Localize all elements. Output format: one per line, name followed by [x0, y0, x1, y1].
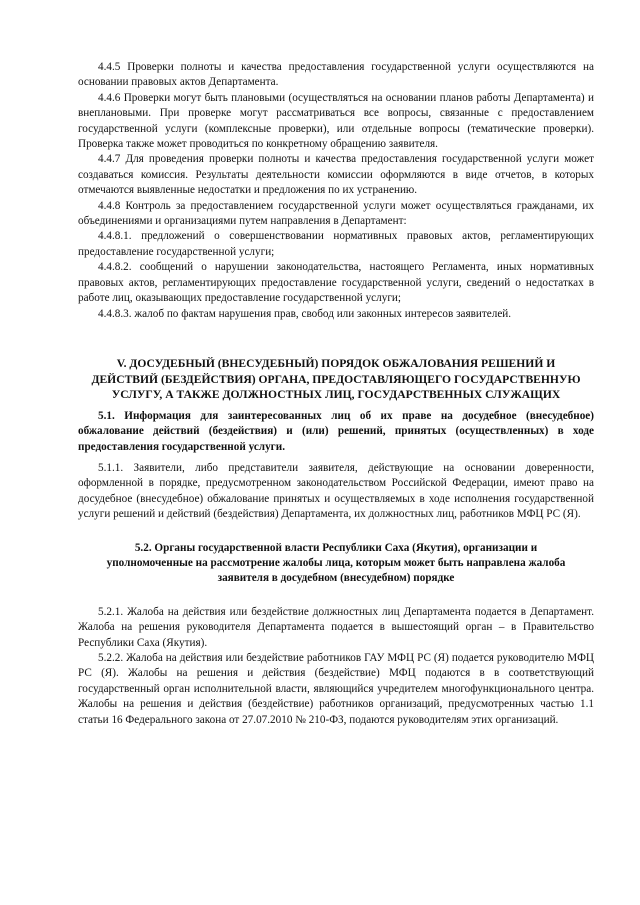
paragraph-5-1-1: 5.1.1. Заявители, либо представители заявителя, действующие на основании доверенности, оформленной в порядке, предусмотренном законодательством Российской Федерации, имеют право на досудебное (внесудебное) обжалование принятых и осуществляемых в ходе исполнения государственной услуги решений и действий (бездействия) Департамента, их должностных лиц, работников МФЦ РС (Я). — [78, 461, 594, 521]
section-title: V. ДОСУДЕБНЫЙ (ВНЕСУДЕБНЫЙ) ПОРЯДОК ОБЖАЛОВАНИЯ РЕШЕНИЙ И ДЕЙСТВИЙ (БЕЗДЕЙСТВИЯ) ОРГАНА, ПРЕДОСТАВЛЯЮЩЕГО ГОСУДАРСТВЕННУЮ УСЛУГУ, А ТАКЖЕ ДОЛЖНОСТНЫХ ЛИЦ, ГОСУДАРСТВЕННЫХ СЛУЖАЩИХ — [91, 356, 581, 402]
paragraph-4-4-8-3: 4.4.8.3. жалоб по фактам нарушения прав, свобод или законных интересов заявителей. — [98, 307, 512, 320]
spacer — [78, 322, 594, 356]
subsection-5-2-title: 5.2. Органы государственной власти Республики Саха (Якутия), организации и уполномоченные на рассмотрение жалобы лица, которым может быть направлена жалоба заявителя в досудебном (внесудебном) порядке — [106, 541, 566, 585]
paragraph-4-4-6: 4.4.6 Проверки могут быть плановыми (осуществляться на основании планов работы Департамента) и внеплановыми. При проверке могут рассматриваться все вопросы, связанные с предоставлением государственной услуги (комплексные проверки), или отдельные вопросы (тематические проверки). Проверка также может проводиться по конкретному обращению заявителя. — [78, 91, 594, 151]
paragraph-5-2-1: 5.2.1. Жалоба на действия или бездействие должностных лиц Департамента подается в Департамент. Жалоба на решения руководителя Департамента подается в вышестоящий орган – в Правительство Республики Саха (Якутия). — [78, 605, 594, 649]
spacer — [78, 523, 594, 541]
paragraph-4-4-7: 4.4.7 Для проведения проверки полноты и качества предоставления государственной услуги может создаваться комиссия. Результаты деятельности комиссии оформляются в виде отчетов, в которых отмечаются выявленные недостатки и предложения по их устранению. — [78, 153, 594, 197]
paragraph-4-4-8: 4.4.8 Контроль за предоставлением государственной услуги может осуществляться гражданами, их объединениями и организациями путем направления в Департамент: — [78, 199, 594, 228]
document-page — [78, 60, 594, 728]
paragraph-4-4-8-1: 4.4.8.1. предложений о совершенствовании нормативных правовых актов, регламентирующих предоставление государственной услуги; — [78, 230, 594, 258]
paragraph-5-2-2: 5.2.2. Жалоба на действия или бездействие работников ГАУ МФЦ РС (Я) подается руководителю МФЦ РС (Я). Жалобы на решения и действия (бездействие) МФЦ подаются в в соответствующий государственный орган исполнительной власти, являющийся учредителем многофункционального центра. Жалобы на решения и действия (бездействие) работников организаций, предусмотренных частью 1.1 статьи 16 Федерального закона от 27.07.2010 № 210-ФЗ, подаются руководителям этих организаций. — [78, 651, 594, 726]
paragraph-4-4-5: 4.4.5 Проверки полноты и качества предоставления государственной услуги осуществляются на основании правовых актов Департамента. — [78, 61, 594, 89]
subsection-5-1-title: 5.1. Информация для заинтересованных лиц об их праве на досудебное (внесудебное) обжалование действий (бездействия) и (или) решений, принятых (осуществленных) в ходе предоставления государственной услуги. — [78, 409, 594, 453]
spacer — [78, 587, 594, 605]
paragraph-4-4-8-2: 4.4.8.2. сообщений о нарушении законодательства, настоящего Регламента, иных нормативных правовых актов, регламентирующих предоставление государственной услуги, сведений о недостатках в работе лиц, оказывающих предоставление государственной услуги; — [78, 261, 594, 305]
